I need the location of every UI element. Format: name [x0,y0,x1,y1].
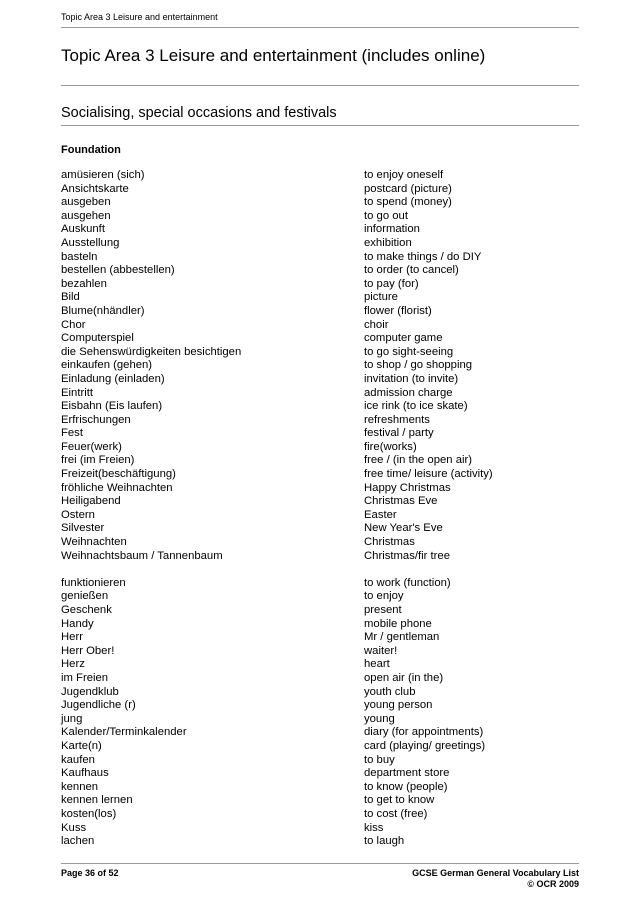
german-term: Ansichtskarte [61,182,129,195]
vocab-row [61,577,581,591]
vocab-row [61,169,581,183]
english-translation: to go out [364,209,408,222]
english-translation: diary (for appointments) [364,726,484,739]
vocab-row [61,631,581,645]
english-translation: mobile phone [364,617,432,630]
vocab-row [61,645,581,659]
english-translation: free / (in the open air) [364,454,473,467]
vocab-row [61,332,581,346]
document-name: GCSE German General Vocabulary List [412,868,579,878]
footer-info [412,868,579,890]
german-term: Handy [61,617,94,630]
german-term: Chor [61,318,86,331]
english-translation: refreshments [364,413,430,426]
german-term: Erfrischungen [61,413,131,426]
english-translation: to buy [364,753,395,766]
vocab-row [61,305,581,319]
english-translation: New Year's Eve [364,522,443,535]
vocab-row [61,319,581,333]
vocab-row [61,346,581,360]
vocab-row [61,781,581,795]
german-term: Einladung (einladen) [61,372,165,385]
german-term: die Sehenswürdigkeiten besichtigen [61,345,242,358]
vocab-row [61,618,581,632]
vocab-row [61,658,581,672]
vocab-row [61,387,581,401]
vocab-row [61,509,581,523]
german-term: jung [61,712,83,725]
german-term: Eisbahn (Eis laufen) [61,400,163,413]
vocab-row [61,237,581,251]
english-translation: choir [364,318,389,331]
german-term: Herr [61,631,83,644]
german-term: Karte(n) [61,739,102,752]
title-divider [61,85,579,86]
vocab-row [61,223,581,237]
english-translation: to enjoy [364,590,404,603]
english-translation: kiss [364,821,384,834]
vocabulary-list [61,169,581,849]
german-term: Eintritt [61,386,94,399]
german-term: Herz [61,658,85,671]
english-translation: to go sight-seeing [364,345,454,358]
vocab-row [61,808,581,822]
vocab-row [61,468,581,482]
english-translation: to cost (free) [364,807,428,820]
english-translation: card (playing/ greetings) [364,739,486,752]
german-term: Freizeit(beschäftigung) [61,468,176,481]
vocab-row [61,264,581,278]
german-term: genießen [61,590,109,603]
vocab-row [61,427,581,441]
german-term: bestellen (abbestellen) [61,264,175,277]
german-term: lachen [61,835,95,848]
vocab-row [61,536,581,550]
german-term: funktionieren [61,576,126,589]
section-divider [61,125,579,126]
german-term: Fest [61,427,83,440]
vocab-row [61,740,581,754]
english-translation: fire(works) [364,440,417,453]
header-divider [61,27,579,28]
english-translation: Christmas [364,536,415,549]
german-term: kosten(los) [61,807,117,820]
english-translation: to enjoy oneself [364,169,444,181]
vocab-row [61,767,581,781]
vocab-row [61,522,581,536]
german-term: einkaufen (gehen) [61,359,153,372]
vocab-row [61,686,581,700]
running-header: Topic Area 3 Leisure and entertainment [61,12,218,22]
german-term: Geschenk [61,604,112,616]
vocab-row [61,713,581,727]
german-term: im Freien [61,671,109,684]
vocab-row [61,251,581,265]
english-translation: picture [364,291,398,304]
vocab-row [61,726,581,740]
english-translation: information [364,223,420,236]
english-translation: youth club [364,685,416,698]
vocab-row [61,495,581,509]
english-translation: Mr / gentleman [364,631,440,644]
english-translation: to get to know [364,794,435,807]
german-term: Weihnachtsbaum / Tannenbaum [61,549,223,562]
vocab-row [61,291,581,305]
german-term: ausgeben [61,196,111,209]
german-term: kennen [61,780,99,793]
vocab-row [61,794,581,808]
german-term: ausgehen [61,209,111,222]
german-term: Ostern [61,508,95,521]
german-term: Kuss [61,821,87,834]
vocab-row [61,672,581,686]
english-translation: to laugh [364,835,405,848]
german-term: basteln [61,250,98,263]
english-translation: Christmas Eve [364,495,438,508]
german-term: Weihnachten [61,536,127,549]
english-translation: to work (function) [364,576,451,589]
english-translation: ice rink (to ice skate) [364,400,468,413]
english-translation: young person [364,699,433,712]
german-term: kaufen [61,753,95,766]
german-term: Blume(nhändler) [61,304,145,317]
english-translation: to order (to cancel) [364,264,459,277]
english-translation: heart [364,658,390,671]
german-term: Computerspiel [61,332,134,345]
english-translation: postcard (picture) [364,182,452,195]
section-title: Socialising, special occasions and festivals [61,105,337,121]
vocab-row [61,482,581,496]
english-translation: to pay (for) [364,277,419,290]
level-heading: Foundation [61,144,121,156]
german-term: Feuer(werk) [61,440,122,453]
english-translation: to shop / go shopping [364,359,473,372]
english-translation: open air (in the) [364,671,444,684]
footer-divider [61,863,579,864]
vocab-row [61,183,581,197]
german-term: Kaufhaus [61,767,109,780]
german-term: Silvester [61,522,105,535]
german-term: Bild [61,291,80,304]
english-translation: to know (people) [364,780,448,793]
vocab-row [61,835,581,849]
english-translation: waiter! [364,644,398,657]
german-term: Herr Ober! [61,644,115,657]
page-title: Topic Area 3 Leisure and entertainment (includes online) [61,46,486,65]
vocab-row [61,359,581,373]
vocab-row [61,590,581,604]
vocab-row [61,822,581,836]
english-translation: Happy Christmas [364,481,451,494]
vocab-row [61,754,581,768]
english-translation: department store [364,767,450,780]
german-term: Ausstellung [61,236,120,249]
vocab-row [61,699,581,713]
vocab-row [61,550,581,564]
english-translation: Christmas/fir tree [364,549,450,562]
vocab-row [61,210,581,224]
english-translation: young [364,712,395,725]
vocab-row [61,454,581,468]
english-translation: admission charge [364,386,453,399]
vocab-row [61,278,581,292]
german-term: Auskunft [61,223,105,236]
english-translation: Easter [364,508,397,521]
english-translation: to spend (money) [364,196,452,209]
german-term: Jugendklub [61,685,119,698]
german-term: amüsieren (sich) [61,169,145,181]
vocab-row [61,196,581,210]
vocab-row [61,414,581,428]
english-translation: festival / party [364,427,434,440]
english-translation: flower (florist) [364,304,432,317]
german-term: bezahlen [61,277,107,290]
german-term: Kalender/Terminkalender [61,726,187,739]
german-term: Jugendliche (r) [61,699,136,712]
german-term: fröhliche Weihnachten [61,481,173,494]
group-spacer [61,563,581,577]
english-translation: invitation (to invite) [364,372,459,385]
german-term: Heiligabend [61,495,121,508]
english-translation: free time/ leisure (activity) [364,468,493,481]
vocab-row [61,441,581,455]
german-term: frei (im Freien) [61,454,135,467]
english-translation: present [364,604,402,616]
english-translation: exhibition [364,236,412,249]
vocab-row [61,400,581,414]
english-translation: to make things / do DIY [364,250,482,263]
vocab-row [61,604,581,618]
page-number: Page 36 of 52 [61,868,119,878]
english-translation: computer game [364,332,443,345]
vocab-row [61,373,581,387]
copyright: © OCR 2009 [527,879,579,889]
german-term: kennen lernen [61,794,133,807]
